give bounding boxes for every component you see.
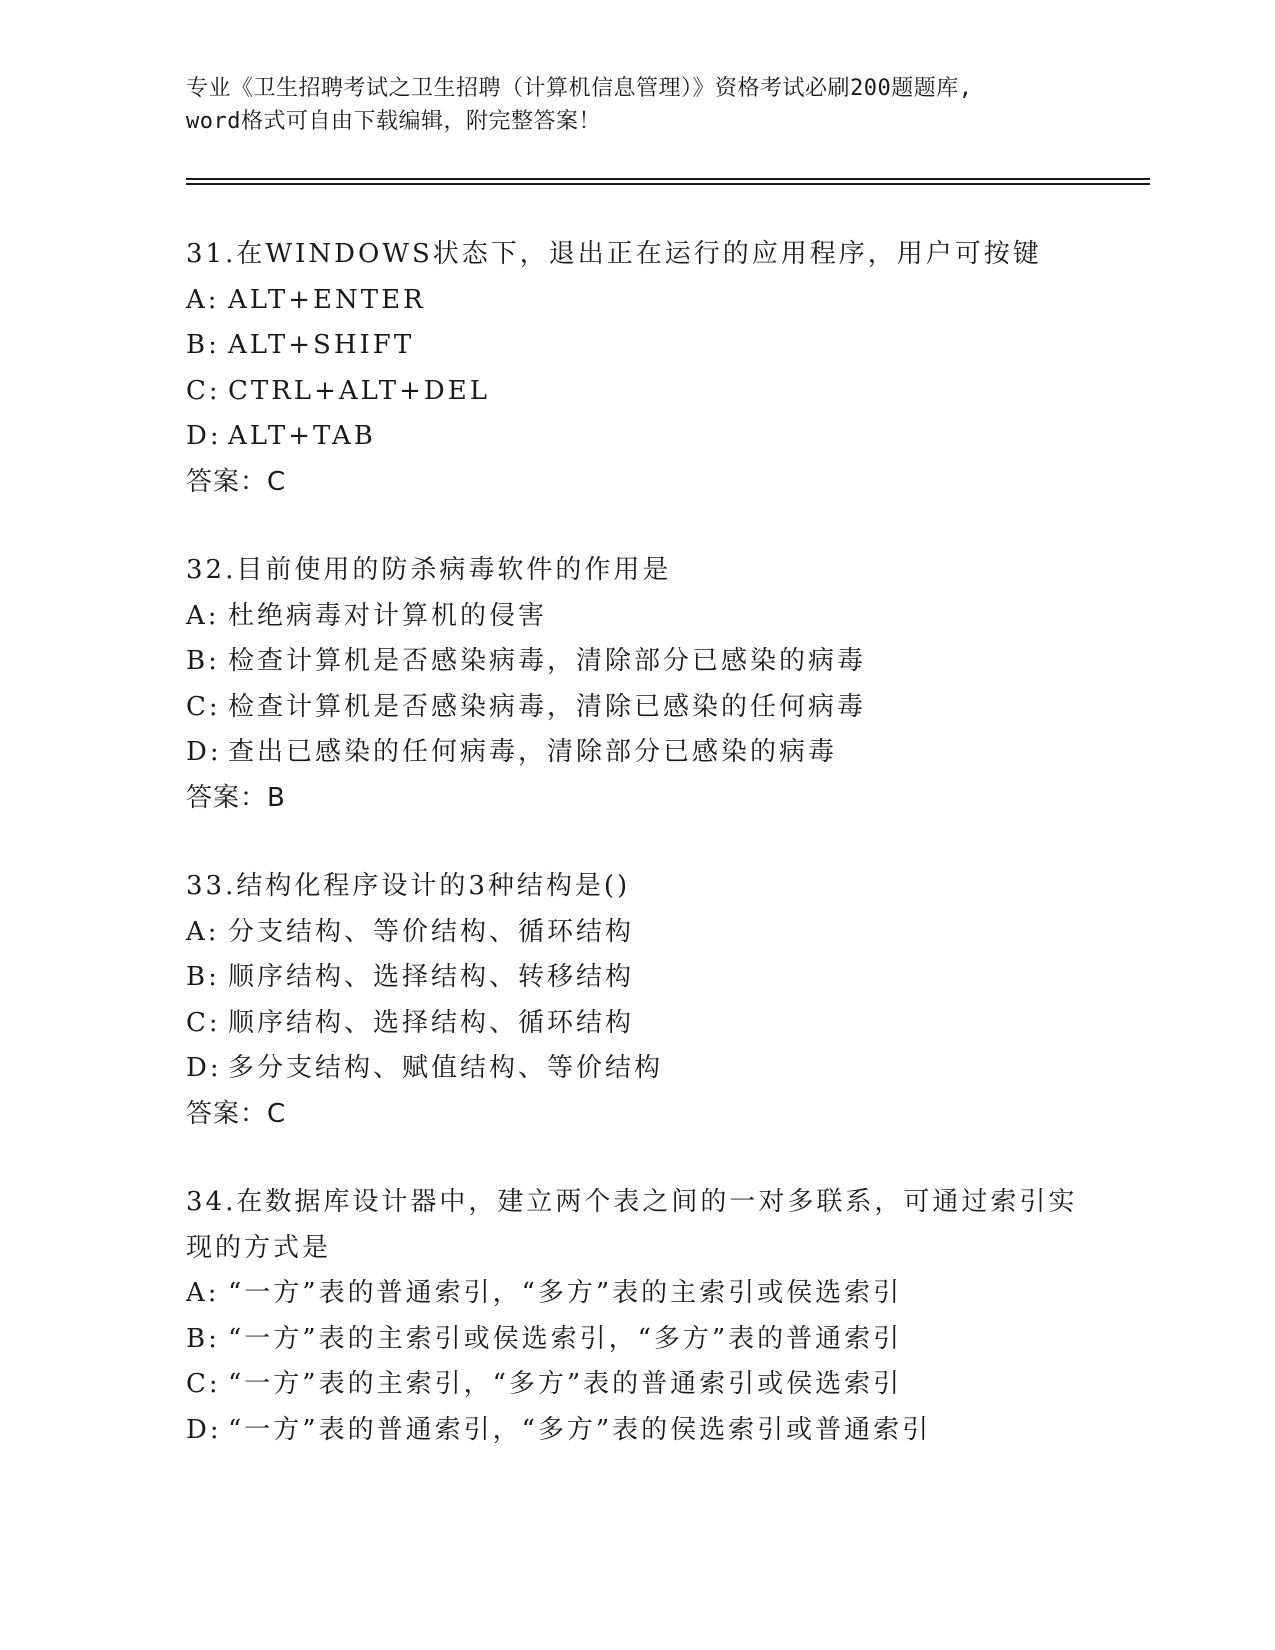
option-text: 杜绝病毒对计算机的侵害 <box>228 600 548 631</box>
option-letter: B: <box>186 1323 220 1354</box>
question-33 <box>186 864 1126 1137</box>
option-b <box>186 955 1126 1001</box>
option-letter: D: <box>186 1053 222 1083</box>
header-title-line-2: word格式可自由下载编辑，附完整答案！ <box>186 109 601 134</box>
answer-label: 答案：C <box>186 1098 287 1129</box>
option-c <box>186 1001 1126 1047</box>
option-text: 顺序结构、选择结构、转移结构 <box>228 962 635 992</box>
option-d <box>186 730 1126 776</box>
option-d <box>186 1408 1126 1454</box>
question-31 <box>186 232 1126 505</box>
option-letter: D: <box>186 1414 222 1445</box>
answer-label: 答案：C <box>186 466 287 497</box>
option-letter: C: <box>186 375 221 406</box>
option-a <box>186 910 1126 956</box>
option-text: ALT+ENTER <box>228 284 426 315</box>
option-letter: C: <box>186 691 221 722</box>
option-letter: A: <box>186 916 220 947</box>
question-stem-line: 33.结构化程序设计的3种结构是() <box>186 871 631 901</box>
option-text: ALT+TAB <box>228 421 376 451</box>
option-text: 查出已感染的任何病毒，清除部分已感染的病毒 <box>228 737 838 767</box>
document-header <box>186 72 1086 138</box>
option-b <box>186 323 1126 369</box>
question-stem <box>186 1180 1126 1271</box>
option-letter: B: <box>186 646 220 676</box>
question-list <box>186 232 1126 1453</box>
option-letter: A: <box>186 600 220 631</box>
option-letter: B: <box>186 330 220 360</box>
option-letter: D: <box>186 737 222 767</box>
option-text: CTRL+ALT+DEL <box>228 375 491 406</box>
option-c <box>186 369 1126 415</box>
header-title-line-1: 专业《卫生招聘考试之卫生招聘（计算机信息管理）》资格考试必刷200题题库, <box>186 76 973 101</box>
option-a <box>186 1271 1126 1317</box>
option-c <box>186 1362 1126 1408</box>
option-text: “一方”表的普通索引，“多方”表的侯选索引或普通索引 <box>228 1414 932 1445</box>
question-stem-line: 现的方式是 <box>186 1232 332 1263</box>
header-divider-top <box>186 178 1150 180</box>
answer-label: 答案：B <box>186 782 286 813</box>
option-a <box>186 278 1126 324</box>
question-32 <box>186 548 1126 821</box>
question-stem <box>186 548 1126 594</box>
option-text: “一方”表的主索引或侯选索引，“多方”表的普通索引 <box>228 1323 903 1354</box>
question-stem <box>186 232 1126 278</box>
question-spacer <box>186 821 1126 864</box>
question-stem-line: 34.在数据库设计器中，建立两个表之间的一对多联系，可通过索引实 <box>186 1187 1078 1217</box>
option-b <box>186 639 1126 685</box>
header-divider-bottom <box>186 183 1150 185</box>
option-letter: A: <box>186 284 220 315</box>
question-stem-line: 31.在WINDOWS状态下，退出正在运行的应用程序，用户可按键 <box>186 239 1042 269</box>
option-d <box>186 1046 1126 1092</box>
option-text: ALT+SHIFT <box>228 330 415 360</box>
question-stem <box>186 864 1126 910</box>
option-d <box>186 414 1126 460</box>
option-letter: C: <box>186 1007 221 1038</box>
option-c <box>186 685 1126 731</box>
option-text: 分支结构、等价结构、循环结构 <box>228 916 635 947</box>
option-text: 检查计算机是否感染病毒，清除已感染的任何病毒 <box>228 691 867 722</box>
option-text: 顺序结构、选择结构、循环结构 <box>228 1007 635 1038</box>
question-stem-line: 32.目前使用的防杀病毒软件的作用是 <box>186 555 672 585</box>
option-b <box>186 1317 1126 1363</box>
option-letter: D: <box>186 421 222 451</box>
option-a <box>186 594 1126 640</box>
option-text: 检查计算机是否感染病毒，清除部分已感染的病毒 <box>228 646 867 676</box>
option-letter: A: <box>186 1278 220 1308</box>
option-text: “一方”表的主索引，“多方”表的普通索引或侯选索引 <box>228 1369 903 1399</box>
option-letter: B: <box>186 962 220 992</box>
question-spacer <box>186 505 1126 548</box>
option-text: 多分支结构、赋值结构、等价结构 <box>228 1053 664 1083</box>
option-letter: C: <box>186 1369 221 1399</box>
question-spacer <box>186 1137 1126 1180</box>
option-text: “一方”表的普通索引，“多方”表的主索引或侯选索引 <box>228 1278 903 1308</box>
question-34 <box>186 1180 1126 1453</box>
